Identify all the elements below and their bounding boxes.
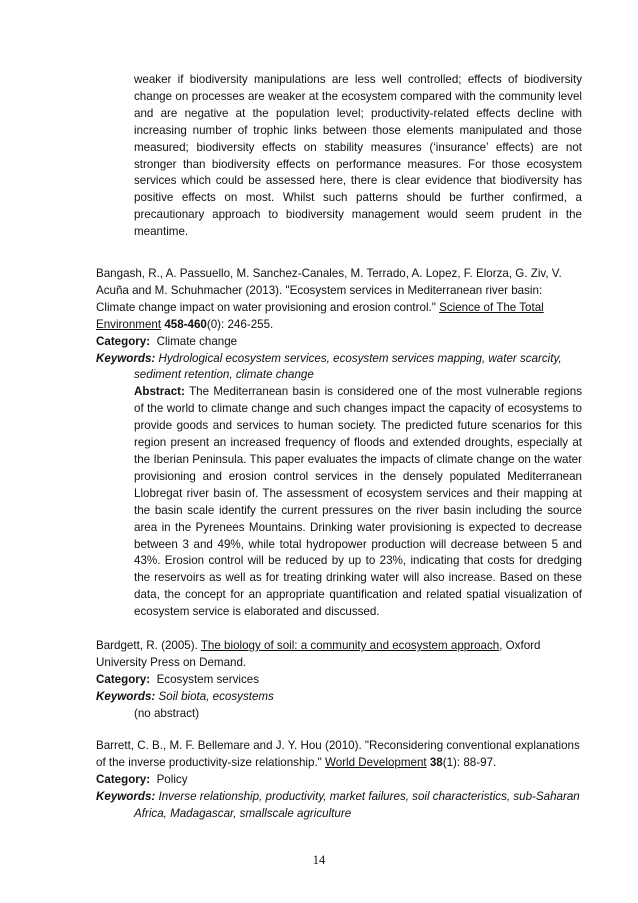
abstract-text: The Mediterranean basin is considered one of the most vulnerable regions of the world to climate change and such changes impact the capacity of ecosystems to provide goods and services to human society. The predicted future scenarios for this region present an increased frequency of floods and extended droughts, especially at the Iberian Peninsula. This paper evaluates the impacts of climate change on the water provisioning and erosion control services in the densely populated Mediterranean Llobregat river basin of. The assessment of ecosystem services and their mapping at the basin scale identify the current pressures on the river basin including the source area in the Pyrenees Mountains. Drinking water provisioning is expected to decrease between 3 and 49%, while total hydropower production will decrease between 5 and 43%. Erosion control will be reduced by up to 23%, indicating that costs for dredging the reservoirs as well as for treating drinking water will also increase. Based on these data, the concept for an appropriate quantification and related spatial visualization of ecosystem service is elaborated and discussed. [134, 385, 582, 619]
publisher: , Oxford University Press on Demand. [96, 639, 541, 669]
journal-link[interactable]: World Development [325, 755, 427, 769]
citation [96, 638, 582, 672]
category-value: Climate change [156, 334, 238, 348]
citation [96, 266, 582, 334]
citation [96, 738, 582, 772]
category-value: Policy [156, 772, 188, 786]
category-line [96, 772, 582, 789]
citation-author-year: Bardgett, R. (2005). [96, 639, 201, 652]
volume: 458-460 [161, 317, 207, 331]
keywords-line [96, 789, 582, 823]
keywords-value: Hydrological ecosystem services, ecosystem services mapping, water scarcity, sediment retention, climate change [134, 351, 562, 382]
pages: (0): 246-255. [206, 317, 274, 331]
book-link[interactable]: The biology of soil: a community and ecosystem approach [200, 639, 500, 652]
category-line [96, 334, 582, 351]
abstract-block [134, 384, 582, 621]
keywords-line [96, 689, 582, 706]
category-value: Ecosystem services [156, 672, 260, 686]
reference-entry-bangash [96, 266, 582, 621]
category-label: Category: [96, 672, 151, 686]
pages: (1): 88-97. [442, 755, 497, 769]
previous-abstract-continuation [96, 72, 582, 241]
abstract-label: Abstract: [134, 385, 185, 399]
category-line [96, 672, 582, 689]
keywords-value: Inverse relationship, productivity, market failures, soil characteristics, sub-Saharan Africa, Madagascar, smallscale agriculture [134, 789, 580, 820]
citation-authors-title: Barrett, C. B., M. F. Bellemare and J. Y. Hou (2010). "Reconsidering conventional explanations of the inverse productivity-size relationship." [96, 739, 580, 769]
citation-authors-title: Bangash, R., A. Passuello, M. Sanchez-Canales, M. Terrado, A. Lopez, F. Elorza, G. Ziv, V. Acuña and M. Schuhmacher (2013). "Ecosystem services in Mediterranean river basin: Climate change impact on water provisioning and erosion control." [96, 267, 562, 314]
category-label: Category: [96, 772, 151, 786]
keywords-label: Keywords: [96, 351, 156, 365]
journal-link[interactable]: Science of The Total Environment [96, 300, 544, 331]
keywords-line [96, 351, 582, 385]
keywords-label: Keywords: [96, 689, 156, 703]
no-abstract-note: (no abstract) [134, 706, 200, 720]
reference-entry-barrett [96, 738, 582, 823]
keywords-label: Keywords: [96, 789, 156, 803]
reference-entry-bardgett [96, 638, 582, 723]
category-label: Category: [96, 334, 151, 348]
page-number: 14 [312, 853, 326, 867]
volume: 38 [426, 755, 443, 769]
keywords-value: Soil biota, ecosystems [158, 689, 274, 703]
continuation-text: weaker if biodiversity manipulations are less well controlled; effects of biodiversity change on processes are weaker at the ecosystem compared with the community level and are negative at the population level; productivity-related effects decline with increasing number of trophic links between those elements manipulated and those measured; biodiversity effects on stability measures (‘insurance’ effects) are not stronger than biodiversity effects on performance measures. For those ecosystem services which could be assessed here, there is clear evidence that biodiversity has positive effects on most. Whilst such patterns should be further confirmed, a precautionary approach to biodiversity management would seem prudent in the meantime. [134, 73, 582, 239]
